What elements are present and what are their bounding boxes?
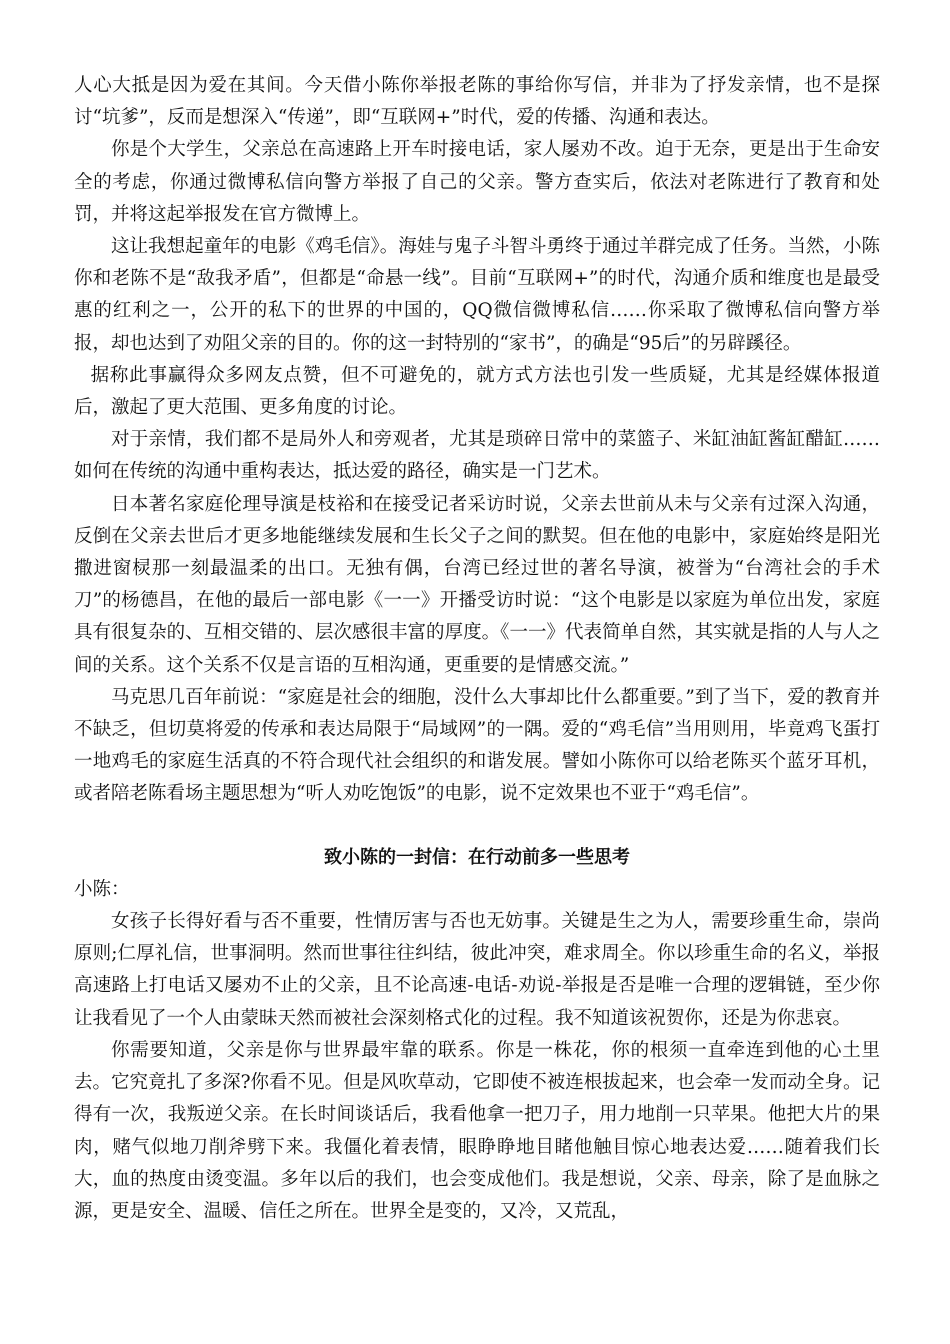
paragraph: 你是个大学生，父亲总在高速路上开车时接电话，家人屡劝不改。迫于无奈，更是出于生命安全的考虑，你通过微博私信向警方举报了自己的父亲。警方查实后，依法对老陈进行了教育和处罚，并将这起举报发在官方微博上。 [74, 139, 880, 225]
letter-title: 致小陈的一封信：在行动前多一些思考 [324, 846, 630, 868]
letter-salutation: 小陈： [74, 878, 130, 900]
paragraph: 你需要知道，父亲是你与世界最牢靠的联系。你是一株花，你的根须一直牵连到他的心土里去。它究竟扎了多深?你看不见。但是风吹草动，它即使不被连根拔起来，也会牵一发而动全身。记得有一次，我叛逆父亲。在长时间谈话后，我看他拿一把刀子，用力地削一只苹果。他把大片的果肉，赌气似地刀削斧劈下来。我僵化着表情，眼睁睁地目睹他触目惊心地表达爱……随着我们长大，血的热度由烫变温。多年以后的我们，也会变成他们。我是想说，父亲、母亲，除了是血脉之源，更是安全、温暖、信任之所在。世界全是变的，又冷，又荒乱， [74, 1039, 880, 1222]
paragraph: 女孩子长得好看与否不重要，性情厉害与否也无妨事。关键是生之为人，需要珍重生命，崇尚原则;仁厚礼信，世事洞明。然而世事往往纠结，彼此冲突，难求周全。你以珍重生命的名义，举报高速路上打电话又屡劝不止的父亲，且不论高速-电话-劝说-举报是否是唯一合理的逻辑链，至少你让我看见了一个人由蒙昧天然而被社会深刻格式化的过程。我不知道该祝贺你，还是为你悲哀。 [74, 911, 880, 1029]
paragraph: 这让我想起童年的电影《鸡毛信》。海娃与鬼子斗智斗勇终于通过羊群完成了任务。当然，小陈你和老陈不是“敌我矛盾”，但都是“命悬一线”。目前“互联网+”的时代，沟通介质和维度也是最受惠的红利之一，公开的私下的世界的中国的，QQ微信微博私信……你采取了微博私信向警方举报，却也达到了劝阻父亲的目的。你的这一封特别的“家书”，的确是“95后”的另辟蹊径。 [74, 236, 880, 354]
paragraph: 对于亲情，我们都不是局外人和旁观者，尤其是琐碎日常中的菜篮子、米缸油缸酱缸醋缸……如何在传统的沟通中重构表达，抵达爱的路径，确实是一门艺术。 [74, 429, 880, 483]
paragraph: 人心大抵是因为爱在其间。今天借小陈你举报老陈的事给你写信，并非为了抒发亲情，也不是探讨“坑爹”，反而是想深入“传递”，即“互联网+”时代，爱的传播、沟通和表达。 [74, 75, 880, 129]
paragraph: 日本著名家庭伦理导演是枝裕和在接受记者采访时说，父亲去世前从未与父亲有过深入沟通，反倒在父亲去世后才更多地能继续发展和生长父子之间的默契。但在他的电影中，家庭始终是阳光撒进窗棂那一刻最温柔的出口。无独有偶，台湾已经过世的著名导演，被誉为“台湾社会的手术刀”的杨德昌，在他的最后一部电影《一一》开播受访时说：“这个电影是以家庭为单位出发，家庭具有很复杂的、互相交错的、层次感很丰富的厚度。《一一》代表简单自然，其实就是指的人与人之间的关系。这个关系不仅是言语的互相沟通，更重要的是情感交流。” [74, 493, 880, 676]
paragraph: 马克思几百年前说：“家庭是社会的细胞，没什么大事却比什么都重要。”到了当下，爱的教育并不缺乏，但切莫将爱的传承和表达局限于“局域网”的一隅。爱的“鸡毛信”当用则用，毕竟鸡飞蛋打一地鸡毛的家庭生活真的不符合现代社会组织的和谐发展。譬如小陈你可以给老陈买个蓝牙耳机，或者陪老陈看场主题思想为“听人劝吃饱饭”的电影，说不定效果也不亚于“鸡毛信”。 [74, 686, 880, 805]
paragraph: 据称此事赢得众多网友点赞，但不可避免的，就方式方法也引发一些质疑，尤其是经媒体报道后，激起了更大范围、更多角度的讨论。 [74, 364, 880, 419]
